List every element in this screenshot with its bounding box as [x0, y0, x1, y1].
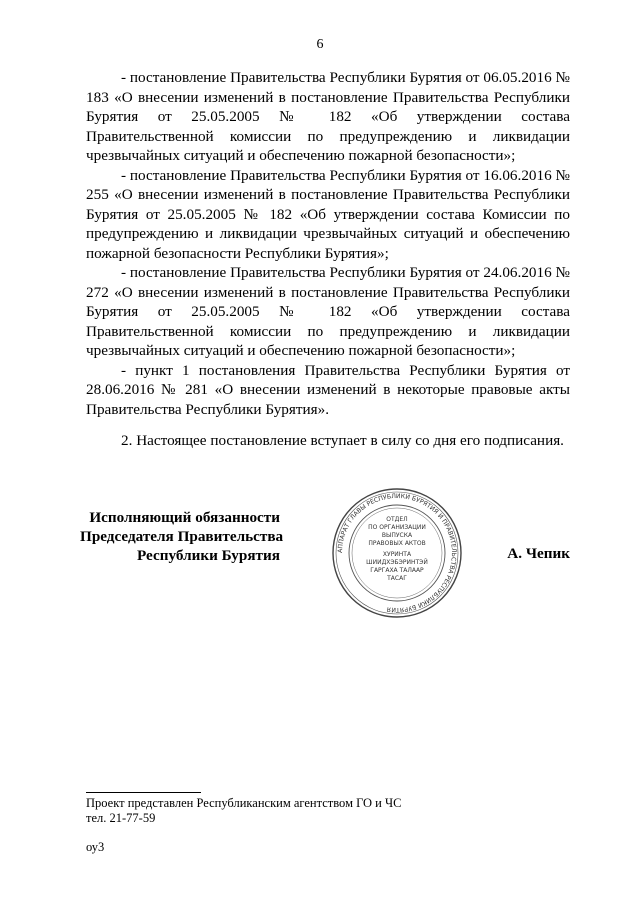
seal-inner-line: ВЫПУСКА — [381, 532, 413, 539]
footnote-line: Проект представлен Республиканским агентством ГО и ЧС — [86, 796, 402, 810]
official-seal — [328, 487, 466, 619]
effective-date-paragraph: 2. Настоящее постановление вступает в силу со дня его подписания. — [121, 432, 564, 449]
seal-outer-text: АППАРАТ ГЛАВЫ РЕСПУБЛИКИ БУРЯТИЯ И ПРАВИТЕЛЬСТВА РЕСПУБЛИКИ БУРЯТИЯ — [336, 492, 458, 614]
document-body — [86, 68, 570, 451]
signatory-title-line: Председателя Правительства — [80, 528, 284, 545]
signatory-name: А. Чепик — [507, 545, 570, 562]
seal-inner-line: ШИИДХЭБЭРИНТЭЙ — [366, 559, 428, 566]
signatory-title — [80, 508, 284, 565]
seal-inner-line: ХУРИНТА — [382, 551, 412, 558]
seal-inner-line: ОТДЕЛ — [386, 516, 408, 523]
list-item: - постановление Правительства Республики Бурятия от 16.06.2016 № 255 «О внесении изменений в постановление Правительства Республики Бурятия от 25.05.2005 № 182 «Об утверждении состава Комиссии по предупреждению и ликвидации чрезвычайных ситуаций и обеспечению пожарной безопасности Республики Бурятия»; — [86, 166, 570, 262]
list-item: - постановление Правительства Республики Бурятия от 24.06.2016 № 272 «О внесении изменений в постановление Правительства Республики Бурятия от 25.05.2005 № 182 «Об утверждении состава Правительственной комиссии по предупреждению и ликвидации чрезвычайных ситуаций и обеспечению пожарной безопасности»; — [86, 264, 570, 359]
list-item: - постановление Правительства Республики Бурятия от 06.05.2016 № 183 «О внесении изменений в постановление Правительства Республики Бурятия от 25.05.2005 № 182 «Об утверждении состава Правительственной комиссии по предупреждению и ликвидации чрезвычайных ситуаций и обеспечению пожарной безопасности»; — [86, 69, 570, 164]
list-item: - пункт 1 постановления Правительства Республики Бурятия от 28.06.2016 № 281 «О внесении изменений в некоторые правовые акты Правительства Республики Бурятия». — [86, 361, 570, 418]
seal-inner-line: ТАСАГ — [387, 575, 407, 582]
footnote-divider — [86, 792, 201, 793]
page-number: 6 — [316, 37, 324, 52]
footnote — [86, 796, 401, 855]
footnote-phone: тел. 21-77-59 — [86, 811, 156, 825]
signatory-title-line: Исполняющий обязанности — [89, 509, 280, 526]
signatory-title-line: Республики Бурятия — [136, 547, 280, 564]
footnote-code: оу3 — [86, 840, 105, 854]
seal-inner-line: ПО ОРГАНИЗАЦИИ — [368, 524, 426, 531]
seal-inner-line: ПРАВОВЫХ АКТОВ — [368, 540, 426, 547]
seal-inner-line: ГАРГАХА ТАЛААР — [370, 567, 424, 574]
